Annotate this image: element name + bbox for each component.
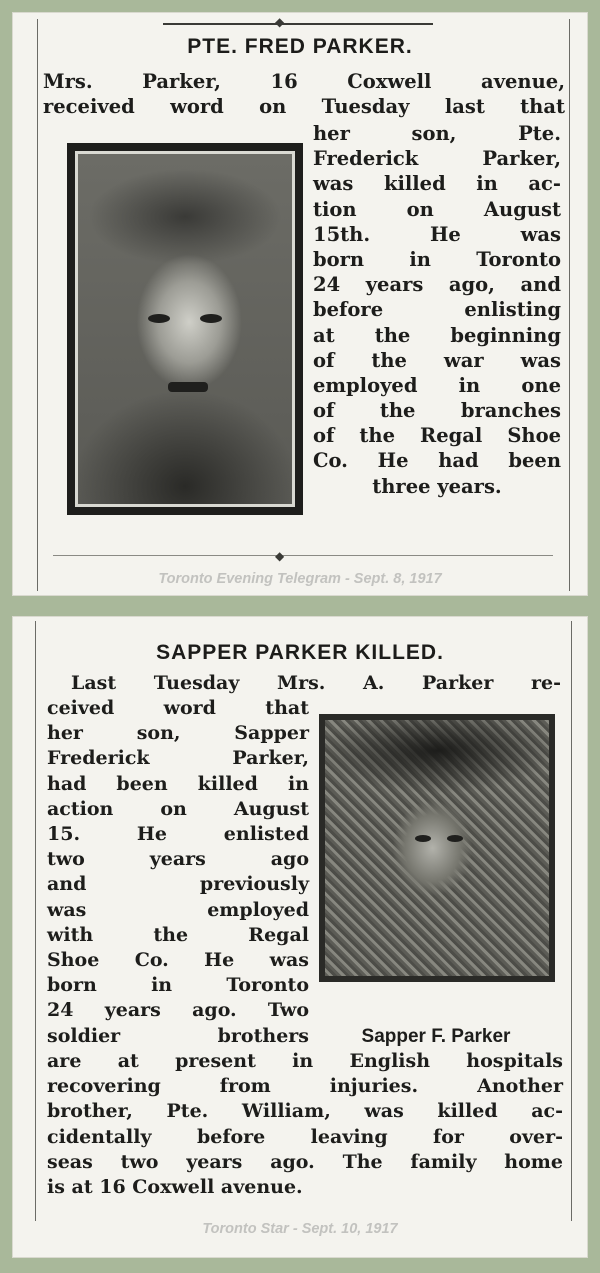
portrait-photo <box>67 143 303 515</box>
text-line: ceived word that <box>47 697 309 719</box>
text-line: cidentally before leaving for over- <box>47 1125 563 1148</box>
ornament-bottom: ◆ <box>275 549 285 563</box>
photo-eye <box>415 835 431 842</box>
text-line: 24 years ago, and <box>313 273 561 297</box>
source-caption: Toronto Star - Sept. 10, 1917 <box>202 1221 398 1237</box>
photo-mustache <box>168 382 208 392</box>
text-line: 15. He enlisted <box>47 822 309 845</box>
text-line: Last Tuesday Mrs. A. Parker re- <box>71 672 561 694</box>
column-rule-right <box>569 19 570 591</box>
text-line: are at present in English hospitals <box>47 1050 563 1072</box>
text-line: action on August <box>47 797 309 820</box>
source-caption: Toronto Evening Telegram - Sept. 8, 1917 <box>158 571 442 587</box>
text-line: employed in one <box>313 373 561 397</box>
text-line: Frederick Parker, <box>313 147 561 171</box>
column-rule-right <box>571 621 572 1221</box>
text-line: two years ago <box>47 848 309 871</box>
text-line: born in Toronto <box>313 247 561 271</box>
photo-eye <box>200 314 222 323</box>
text-line: soldier brothers <box>47 1025 309 1047</box>
photo-eye <box>148 314 170 323</box>
headline: PTE. FRED PARKER. <box>187 35 413 58</box>
headline: SAPPER PARKER KILLED. <box>156 641 444 664</box>
text-line: with the Regal <box>47 923 309 946</box>
text-line: tion on August <box>313 197 561 221</box>
bottom-rule <box>53 555 553 556</box>
text-line: is at 16 Coxwell avenue. <box>47 1175 303 1198</box>
text-line: of the Regal Shoe <box>313 424 561 448</box>
text-line: of the branches <box>313 399 561 423</box>
article-lead <box>71 671 561 696</box>
text-line: Frederick Parker, <box>47 747 309 770</box>
text-line: and previously <box>47 873 309 896</box>
article-body <box>47 696 309 1023</box>
text-line: Shoe Co. He was <box>47 948 309 971</box>
article-line <box>47 1024 309 1049</box>
text-line: seas two years ago. The family home <box>47 1150 563 1173</box>
text-line: at the beginning <box>313 323 561 347</box>
text-line: born in Toronto <box>47 974 309 997</box>
photo-eye <box>447 835 463 842</box>
text-line: had been killed in <box>47 772 309 795</box>
text-line: Mrs. Parker, 16 Coxwell avenue, <box>43 70 565 93</box>
text-line: of the war was <box>313 348 561 372</box>
text-line: her son, Sapper <box>47 722 309 745</box>
text-line: 15th. He was <box>313 222 561 246</box>
ornament-top: ◆ <box>275 15 285 29</box>
text-line: her son, Pte. <box>313 122 561 145</box>
article-tail <box>47 1049 563 1200</box>
article-body <box>313 121 561 499</box>
text-line: Co. He had been <box>313 449 561 473</box>
top-rule <box>163 23 433 25</box>
star-clipping <box>12 616 588 1258</box>
text-line: 24 years ago. Two <box>47 999 309 1022</box>
article-lead <box>43 69 565 119</box>
text-line: before enlisting <box>313 298 561 322</box>
text-line: three years. <box>372 474 502 498</box>
column-rule-left <box>37 19 38 591</box>
column-rule-left <box>35 621 36 1221</box>
text-line: was killed in ac- <box>313 172 561 196</box>
text-line: was employed <box>47 898 309 921</box>
text-line: brother, Pte. William, was killed ac- <box>47 1100 563 1123</box>
text-line: received word on Tuesday last that <box>43 95 565 119</box>
text-line: recovering from injuries. Another <box>47 1075 563 1098</box>
telegram-clipping <box>12 12 588 596</box>
portrait-photo <box>319 714 555 982</box>
photo-caption: Sapper F. Parker <box>361 1026 511 1047</box>
